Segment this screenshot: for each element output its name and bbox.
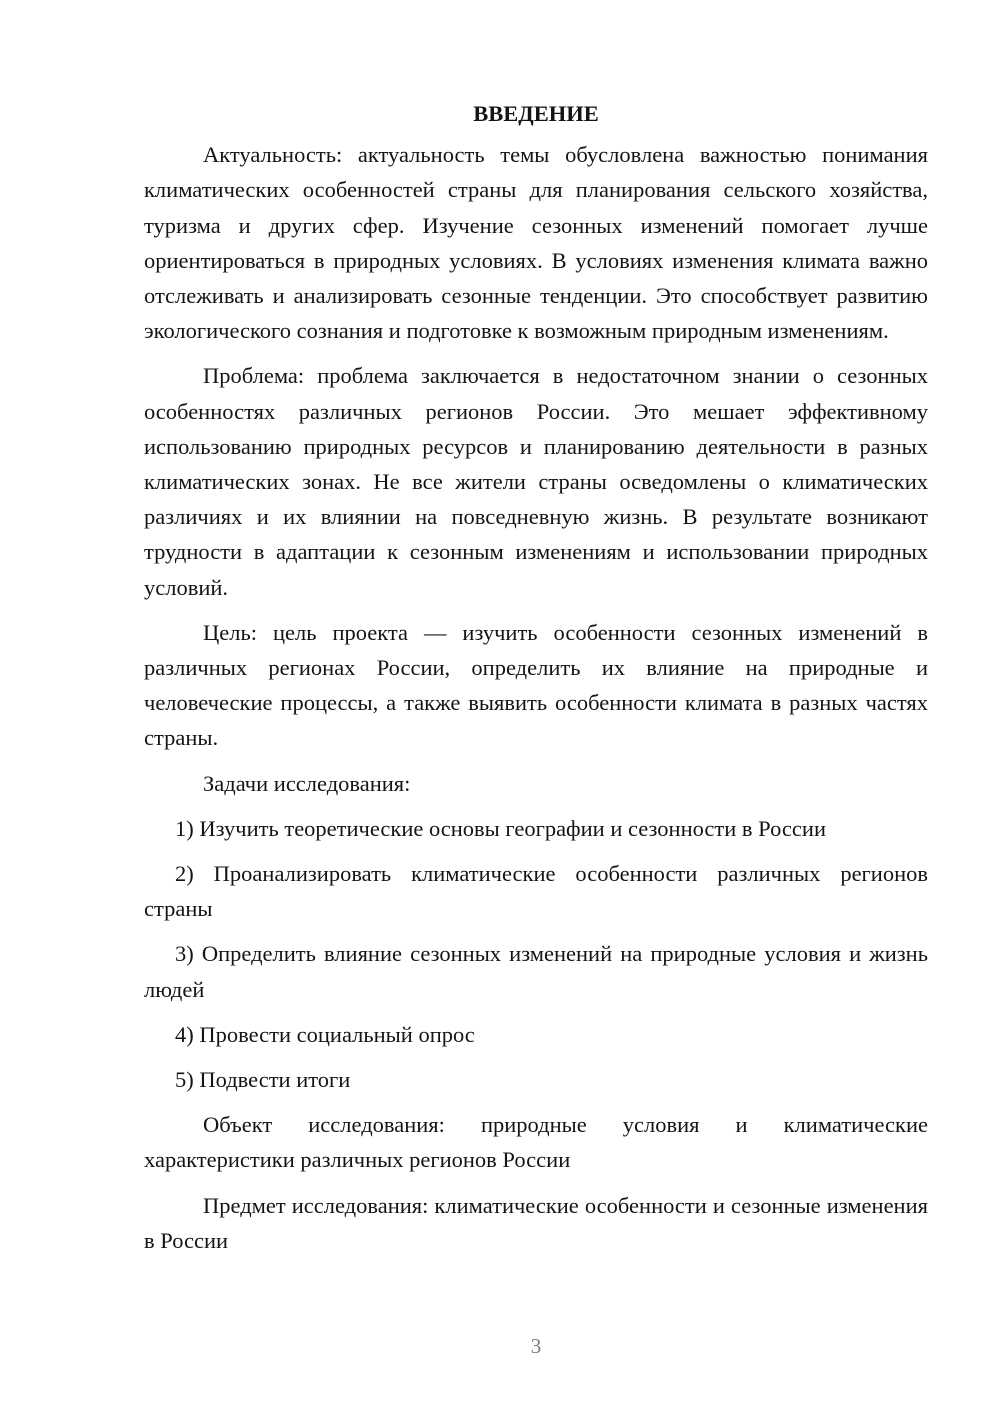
section-title: ВВЕДЕНИЕ (473, 101, 599, 126)
problem-paragraph: Проблема: проблема заключается в недостаточном знании о сезонных особенностях различных регионов России. Это мешает эффективному использованию природных ресурсов и планированию деятельности в разных климатических зонах. Не все жители страны осведомлены о климатических различиях и их влиянии на повседневную жизнь. В результате возникают трудности в адаптации к сезонным изменениям и использовании природных условий. (144, 363, 928, 600)
task-item: 3) Определить влияние сезонных изменений на природные условия и жизнь людей (144, 941, 928, 1002)
page-number: 3 (530, 1334, 542, 1358)
relevance-paragraph: Актуальность: актуальность темы обусловлена важностью понимания климатических особенностей страны для планирования сельского хозяйства, туризма и других сфер. Изучение сезонных изменений помогает лучше ориентироваться в природных условиях. В условиях изменения климата важно отслеживать и анализировать сезонные тенденции. Это способствует развитию экологического сознания и подготовке к возможным природным изменениям. (144, 142, 928, 344)
task-item: 4) Провести социальный опрос (175, 1021, 475, 1047)
tasks-heading: Задачи исследования: (203, 770, 411, 796)
page-content (144, 96, 928, 1268)
goal-paragraph: Цель: цель проекта — изучить особенности сезонных изменений в различных регионах России, определить их влияние на природные и человеческие процессы, а также выявить особенности климата в разных частях страны. (144, 619, 928, 751)
research-object-paragraph: Объект исследования: природные условия и климатические характеристики различных регионов России (144, 1112, 928, 1173)
task-item: 2) Проанализировать климатические особенности различных регионов страны (144, 861, 928, 922)
task-item: 1) Изучить теоретические основы географии и сезонности в России (175, 815, 826, 841)
research-subject-paragraph: Предмет исследования: климатические особенности и сезонные изменения в России (144, 1192, 928, 1253)
task-item: 5) Подвести итоги (175, 1067, 351, 1093)
